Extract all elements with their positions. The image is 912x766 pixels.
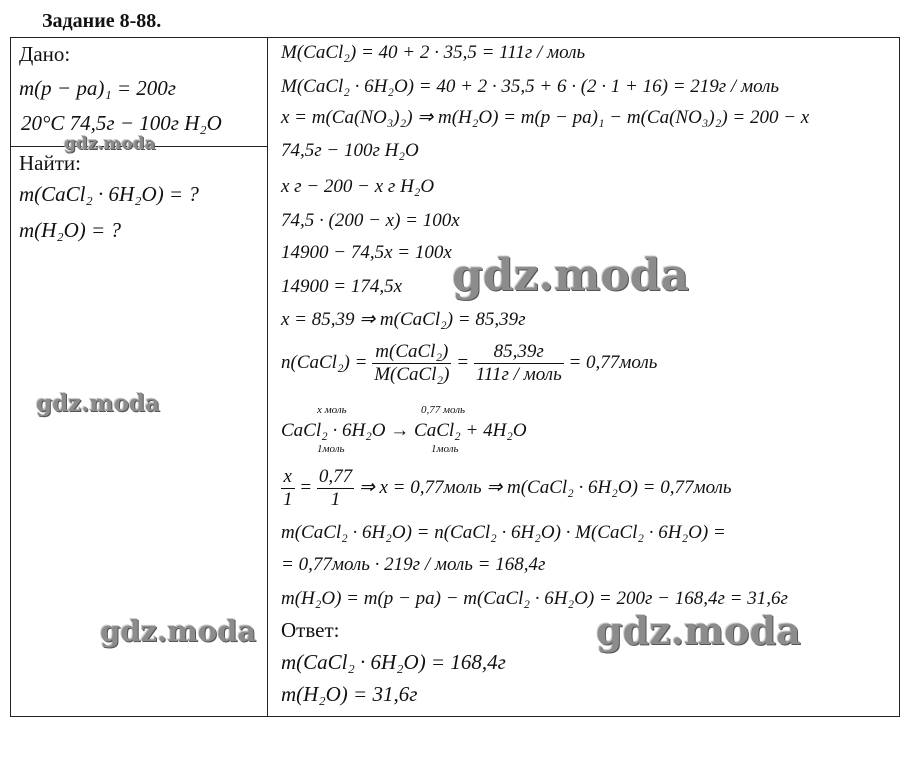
- reaction-equation: CaCl₂ · 6H₂O → CaCl₂ + 4H₂O: [281, 420, 527, 441]
- solution-line-5: x г − 200 − x г H₂O: [281, 176, 435, 197]
- reaction-annotation-right: 0,77 моль: [421, 404, 466, 416]
- fraction-numerator: 85,39г: [474, 341, 564, 364]
- given-header: Дано:: [19, 42, 71, 66]
- solution-line-3: x = m(Ca(NO₃)₂) ⇒ m(H₂O) = m(p − pa)₁ − m(Ca(NO₃)₂) = 200 − x: [281, 107, 810, 128]
- solution-line-6: 74,5 · (200 − x) = 100x: [281, 210, 460, 231]
- given-line-1: m(p − pa)₁ = 200г: [19, 76, 176, 100]
- answer-line-1: m(CaCl₂ · 6H₂O) = 168,4г: [281, 650, 506, 674]
- proportion-result: ⇒ x = 0,77моль ⇒ m(CaCl₂ · 6H₂O) = 0,77моль: [358, 476, 732, 498]
- solution-line-8: 14900 = 174,5x: [281, 276, 403, 297]
- reaction-annotation-bottom-left: 1моль: [317, 443, 345, 455]
- task-title: Задание 8-88.: [42, 10, 162, 32]
- watermark: gdz.moda: [64, 134, 156, 154]
- reaction-annotation-left: x моль: [317, 404, 347, 416]
- solution-line-7: 14900 − 74,5x = 100x: [281, 242, 452, 263]
- solution-line-2: M(CaCl₂ · 6H₂O) = 40 + 2 · 35,5 + 6 · (2 · 1 + 16) = 219г / моль: [281, 76, 780, 97]
- solution-line-1: M(CaCl₂) = 40 + 2 · 35,5 = 111г / моль: [281, 42, 586, 63]
- answer-line-2: m(H₂O) = 31,6г: [281, 682, 418, 706]
- answer-header: Ответ:: [281, 618, 340, 642]
- fraction-denominator: 1: [330, 489, 341, 510]
- solution-line-9: x = 85,39 ⇒ m(CaCl₂) = 85,39г: [281, 309, 526, 330]
- fraction-x-over-1: [281, 466, 295, 511]
- fraction-mass-over-molar: [372, 341, 451, 386]
- equals-sign: =: [299, 476, 313, 498]
- equals-sign: =: [456, 351, 470, 373]
- solution-line-4: 74,5г − 100г H₂O: [281, 140, 419, 161]
- fraction-numerator: m(CaCl₂): [372, 341, 451, 364]
- column-divider: [267, 38, 268, 716]
- solution-line-14: = 0,77моль · 219г / моль = 168,4г: [281, 554, 546, 575]
- watermark: gdz.moda: [36, 390, 160, 417]
- fraction-denominator: 111г / моль: [475, 364, 562, 385]
- reaction-annotation-bottom-right: 1моль: [431, 443, 459, 455]
- fraction-077-over-1: [317, 466, 354, 511]
- solution-line-15: m(H₂O) = m(p − pa) − m(CaCl₂ · 6H₂O) = 200г − 168,4г = 31,6г: [281, 588, 788, 609]
- fraction-denominator: M(CaCl₂): [374, 364, 450, 385]
- solution-line-10: [281, 341, 657, 386]
- given-line-2: 20°C 74,5г − 100г H₂O: [21, 111, 222, 135]
- watermark: gdz.moda: [452, 250, 690, 301]
- watermark: gdz.moda: [596, 608, 801, 653]
- solution-proportion: [281, 466, 732, 511]
- watermark: gdz.moda: [100, 614, 257, 648]
- fraction-numerator: x: [281, 466, 295, 489]
- fraction-numerator: 0,77: [318, 466, 353, 487]
- find-header: Найти:: [19, 151, 81, 175]
- find-line-1: m(CaCl₂ · 6H₂O) = ?: [19, 182, 199, 206]
- fraction-values: [474, 341, 564, 386]
- solution-line-13: m(CaCl₂ · 6H₂O) = n(CaCl₂ · 6H₂O) · M(CaCl₂ · 6H₂O) =: [281, 522, 726, 543]
- fraction-denominator: 1: [283, 489, 293, 510]
- moles-result: = 0,77моль: [568, 351, 658, 373]
- moles-label: n(CaCl₂) =: [281, 351, 368, 373]
- find-line-2: m(H₂O) = ?: [19, 218, 121, 242]
